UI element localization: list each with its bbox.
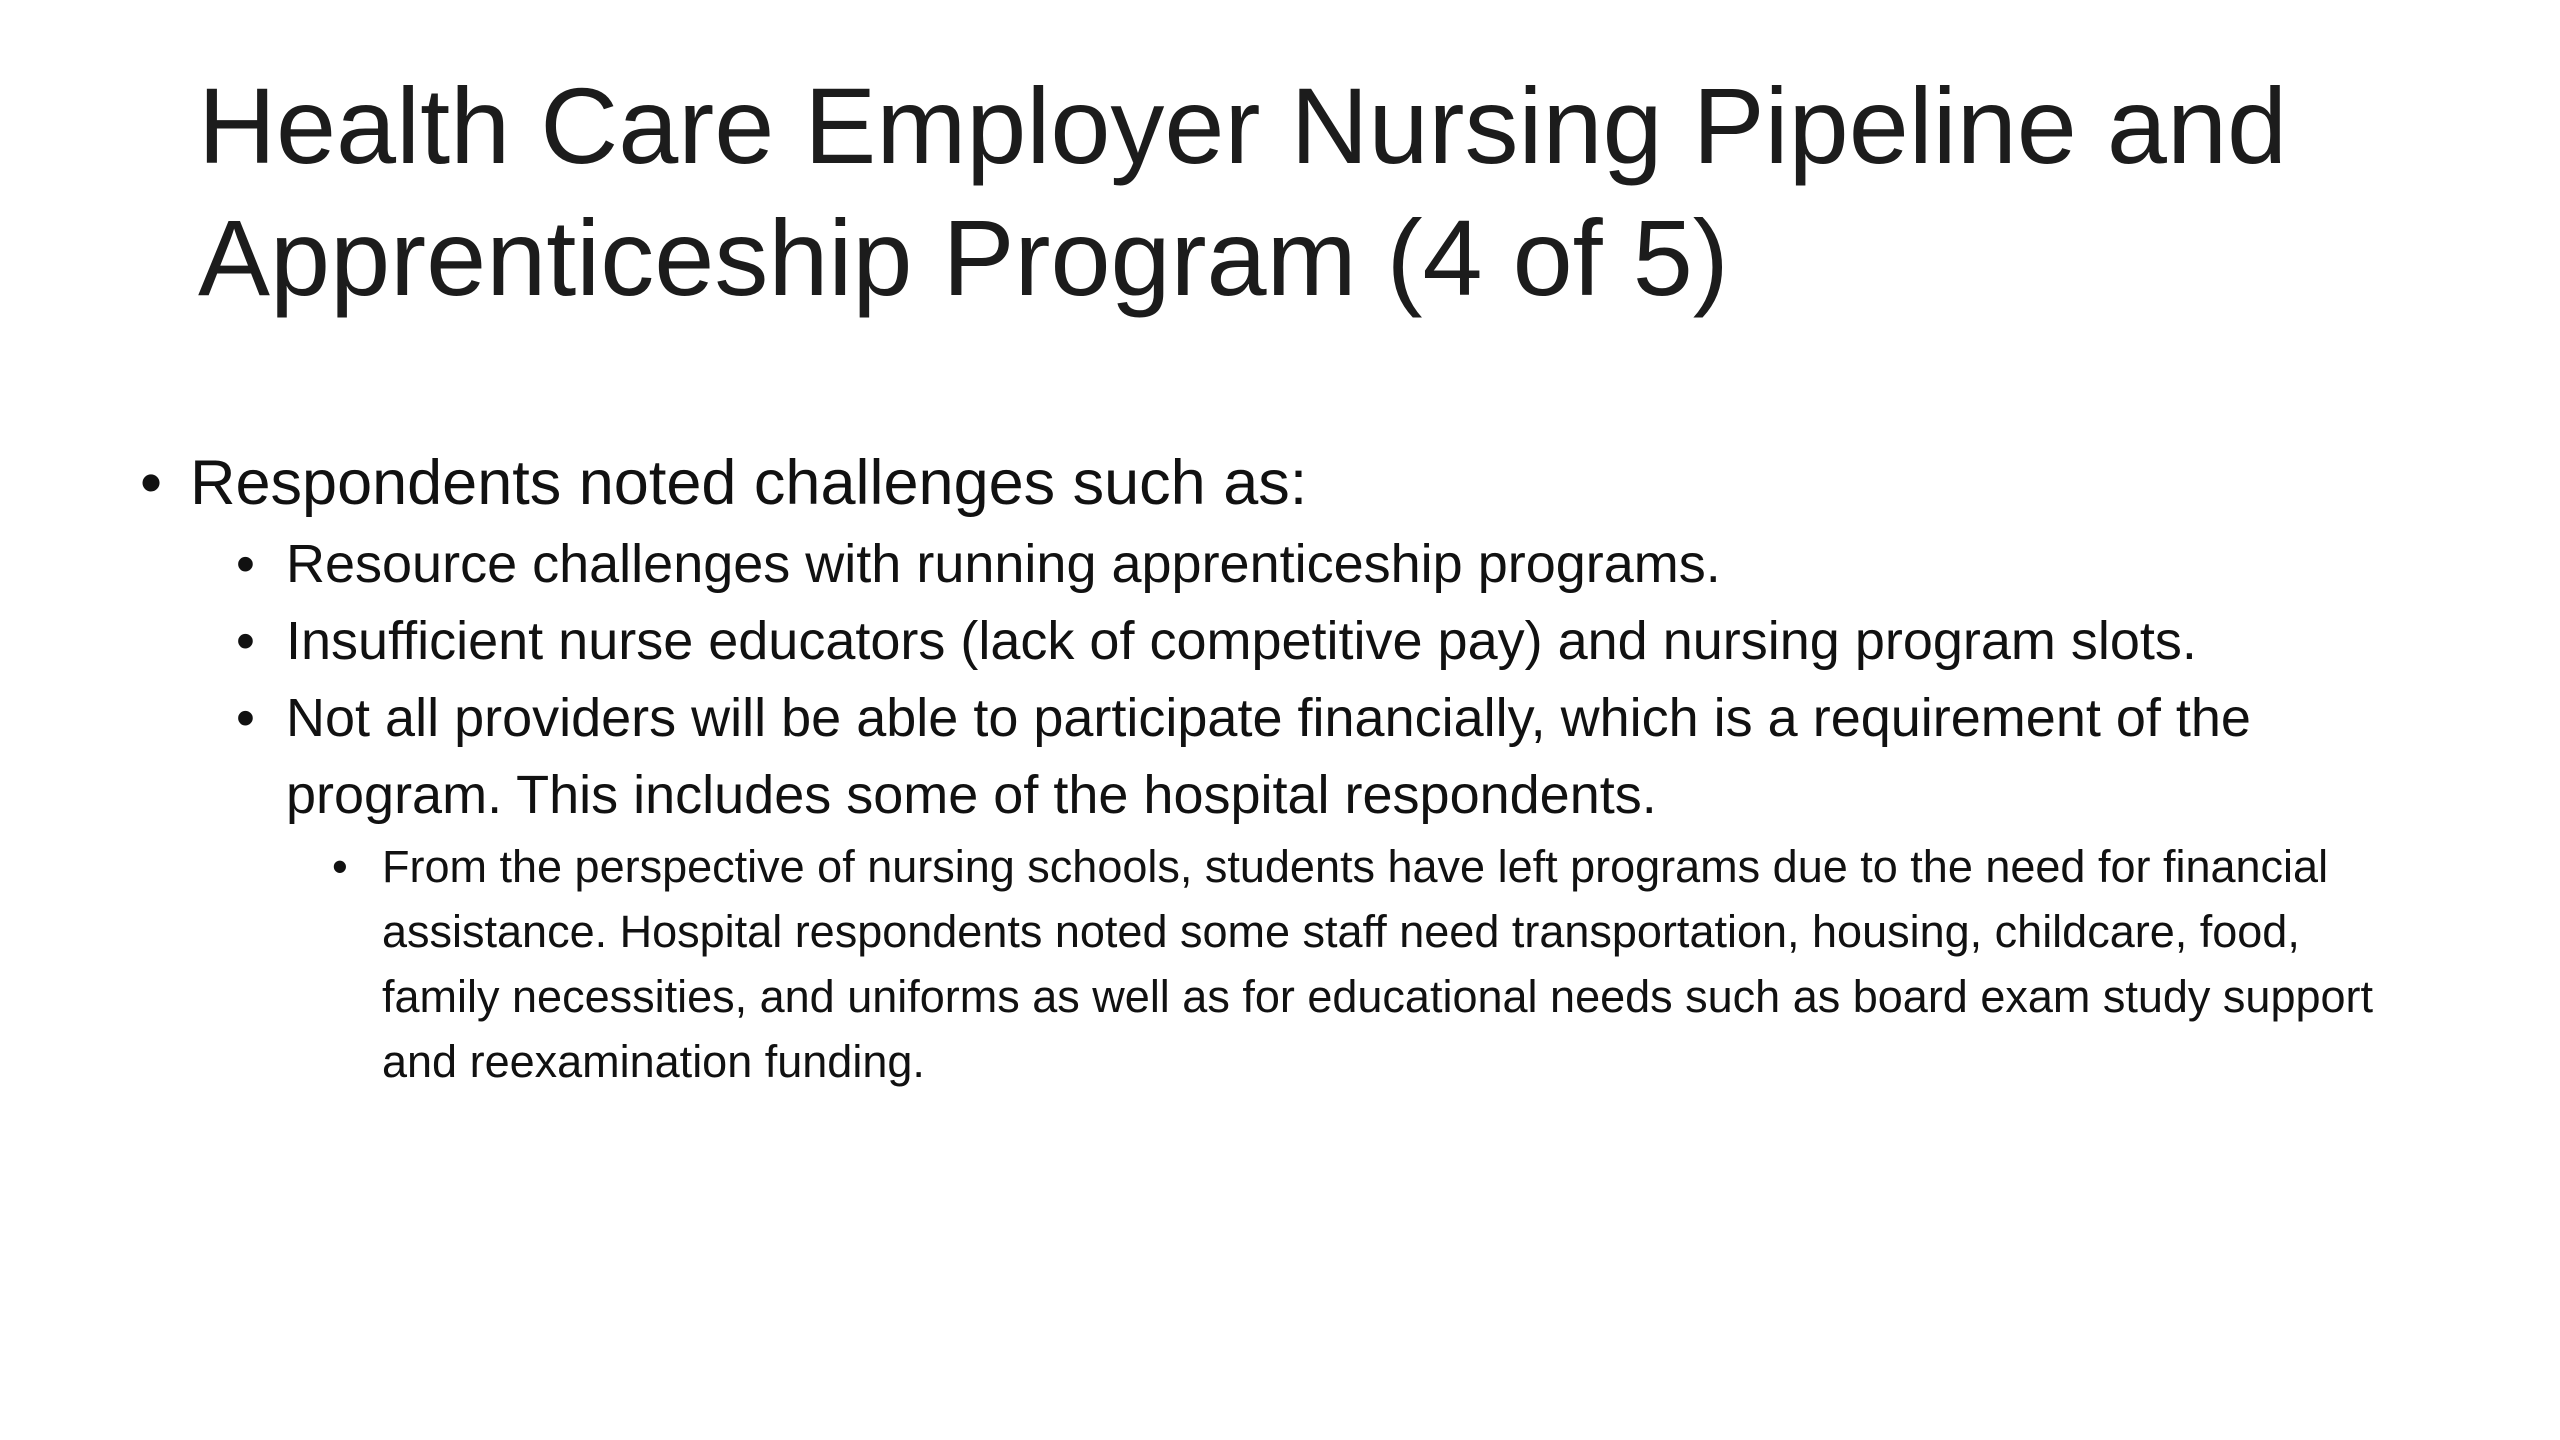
bullet-text: Respondents noted challenges such as: — [190, 448, 1308, 518]
bullet-text: From the perspective of nursing schools, students have left programs due to the need for financial assistance. Hospital respondents noted some staff need transportation, housing, childcare, food, family necessities, and uniforms as well as for educational needs such as board exam study support and reexamination funding. — [382, 841, 2374, 1087]
slide-title-line-2: Apprenticeship Program (4 of 5) — [198, 197, 1729, 318]
slide-title — [198, 60, 2398, 324]
bullet-dot-icon: • — [140, 448, 163, 518]
bullet-dot-icon: • — [332, 841, 348, 892]
slide-title-line-1: Health Care Employer Nursing Pipeline and — [198, 65, 2288, 186]
slide-body — [140, 440, 2380, 1094]
bullet-dot-icon: • — [236, 534, 255, 594]
bullet-dot-icon: • — [236, 688, 255, 748]
bullet-text: Insufficient nurse educators (lack of competitive pay) and nursing program slots. — [286, 611, 2197, 671]
bullet-level2-providers — [236, 680, 2380, 834]
bullet-level1 — [140, 440, 2380, 526]
bullet-level2-resource — [236, 526, 2380, 603]
bullet-level2-educators — [236, 603, 2380, 680]
bullet-text: Not all providers will be able to participate financially, which is a requirement of the program. This includes some of the hospital respondents. — [286, 688, 2251, 825]
bullet-dot-icon: • — [236, 611, 255, 671]
bullet-level3-financial — [332, 834, 2380, 1094]
bullet-text: Resource challenges with running apprenticeship programs. — [286, 534, 1721, 594]
